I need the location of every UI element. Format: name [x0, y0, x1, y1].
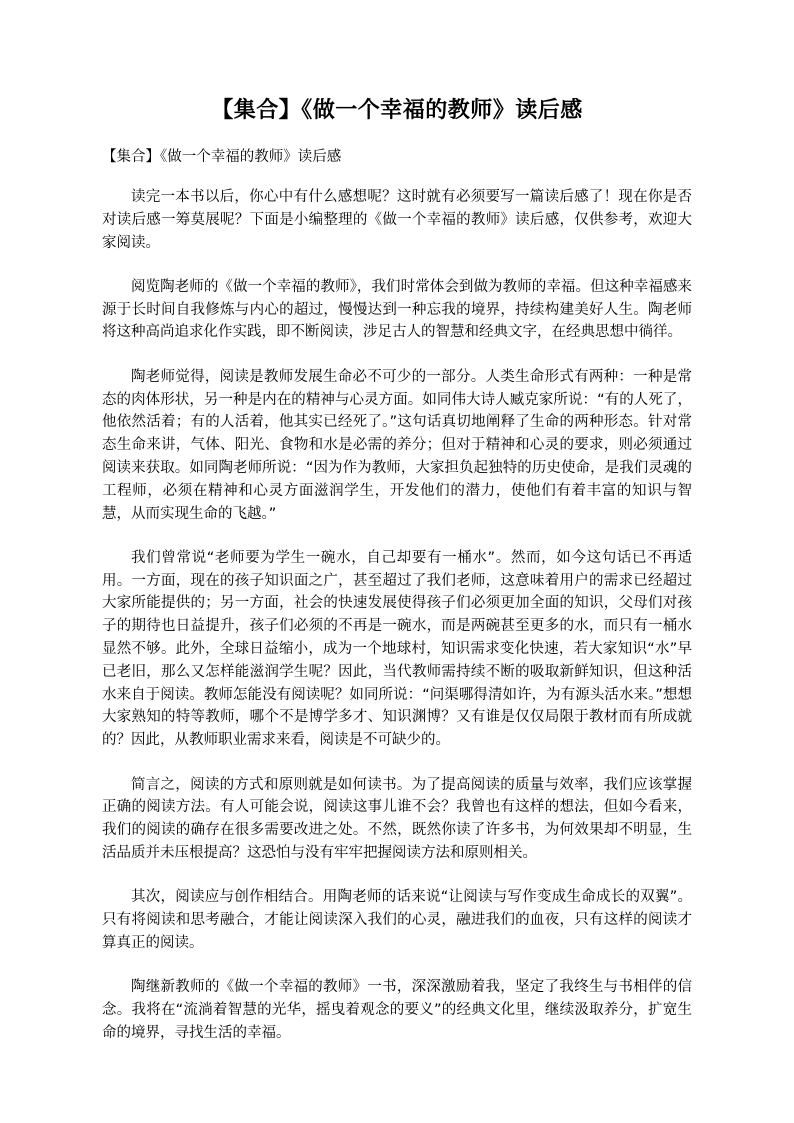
document-title: 【集合】《做一个幸福的教师》读后感 [211, 97, 583, 123]
paragraph-happiness: 阅览陶老师的《做一个幸福的教师》，我们时常体会到做为教师的幸福。但这种幸福感来源于长时间自我修炼与内心的超过，慢慢达到一种忘我的境界，持续构建美好人生。陶老师将这种高尚追求化作实践，即不断阅读，涉足古人的智慧和经典文字，在经典思想中徜徉。 [102, 278, 692, 341]
paragraph-conclusion: 陶继新教师的《做一个幸福的教师》一书，深深激励着我，坚定了我终生与书相伴的信念。我将在“流淌着智慧的光华，摇曳着观念的要义”的经典文化里，继续汲取养分，扩宽生命的境界，寻找生活的幸福。 [102, 979, 692, 1041]
document-subtitle: 【集合】《做一个幸福的教师》读后感 [102, 149, 342, 165]
paragraph-intro: 读完一本书以后，你心中有什么感想呢？这时就有必须要写一篇读后感了！现在你是否对读后感一筹莫展呢？下面是小编整理的《做一个幸福的教师》读后感，仅供参考，欢迎大家阅读。 [102, 189, 692, 251]
paragraph-reading-method: 简言之，阅读的方式和原则就是如何读书。为了提高阅读的质量与效率，我们应该掌握正确的阅读方法。有人可能会说，阅读这事儿谁不会？我曾也有这样的想法，但如今看来，我们的阅读的确存在很多需要改进之处。不然，既然你读了许多书，为何效果却不明显，生活品质并未压根提高？这恐怕与没有牢牢把握阅读方法和原则相关。 [102, 776, 692, 861]
paragraph-reading-writing: 其次，阅读应与创作相结合。用陶老师的话来说“让阅读与写作变成生命成长的双翼”。只有将阅读和思考融合，才能让阅读深入我们的心灵，融进我们的血夜，只有这样的阅读才算真正的阅读。 [102, 889, 692, 951]
paragraph-bucket-of-water: 我们曾常说“老师要为学生一碗水，自己却要有一桶水”。然而，如今这句话已不再适用。一方面，现在的孩子知识面之广，甚至超过了我们老师，这意味着用户的需求已经超过大家所能提供的；另一方面，社会的快速发展使得孩子们必须更加全面的知识，父母们对孩子的期待也日益提升，孩子们必须的不再是一碗水，而是两碗甚至更多的水，而只有一桶水显然不够。此外，全球日益缩小，成为一个地球村，知识需求变化快速，若大家知识“水”早已老旧，那么又怎样能滋润学生呢？因此，当代教师需持续不断的吸取新鲜知识，但这种活水来自于阅读。教师怎能没有阅读呢？如同所说：“问渠哪得清如许，为有源头活水来。”想想大家熟知的特等教师，哪个不是博学多才、知识渊博？又有谁是仅仅局限于教材而有所成就的？因此，从教师职业需求来看，阅读是不可缺少的。 [102, 549, 692, 749]
document-body [102, 186, 692, 1066]
paragraph-life-forms: 陶老师觉得，阅读是教师发展生命必不可少的一部分。人类生命形式有两种：一种是常态的肉体形状，另一种是内在的精神与心灵方面。如同伟大诗人臧克家所说：“有的人死了，他依然活着；有的人活着，他其实已经死了。”这句话真切地阐释了生命的两种形态。针对常态生命来讲，气体、阳光、食物和水是必需的养分；但对于精神和心灵的要求，则必须通过阅读来获取。如同陶老师所说：“因为作为教师，大家担负起独特的历史使命，是我们灵魂的工程师，必须在精神和心灵方面滋润学生，开发他们的潜力，使他们有着丰富的知识与智慧，从而实现生命的飞越。” [102, 368, 692, 522]
